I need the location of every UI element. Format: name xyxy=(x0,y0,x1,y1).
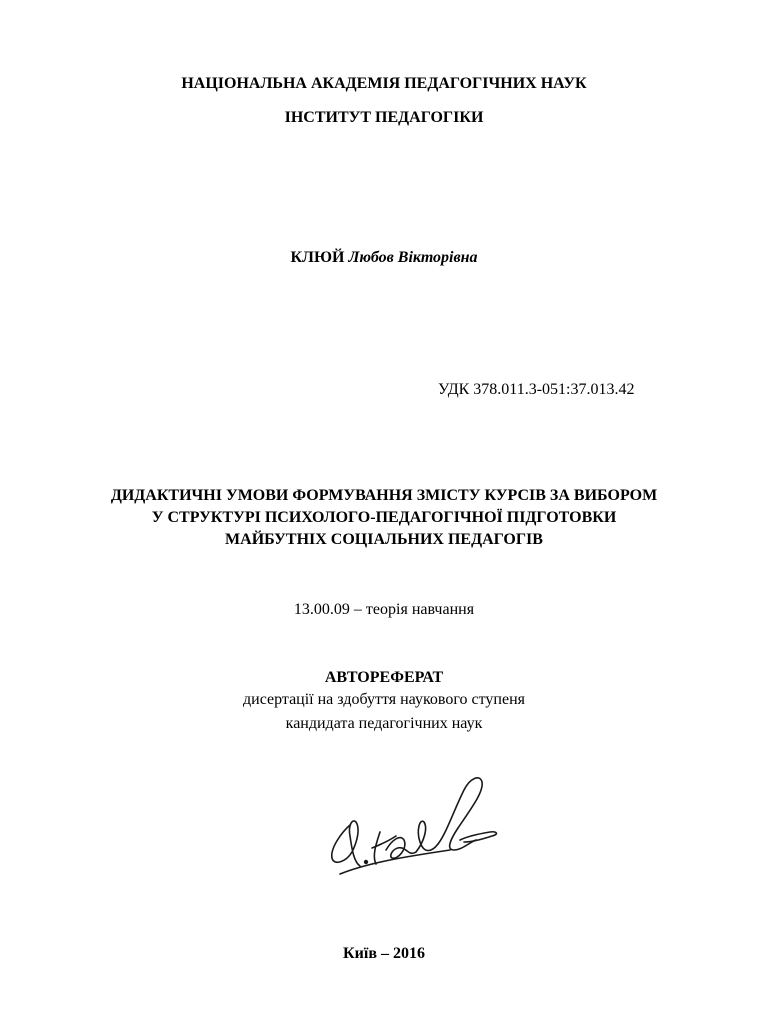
author-given-names: Любов Вікторівна xyxy=(348,249,478,266)
abstract-heading: АВТОРЕФЕРАТ xyxy=(324,669,444,686)
title-line-3: МАЙБУТНІХ СОЦІАЛЬНИХ ПЕДАГОГІВ xyxy=(225,531,543,548)
institute-name: ІНСТИТУТ ПЕДАГОГІКИ xyxy=(284,109,484,126)
abstract-line-2: кандидата педагогічних наук xyxy=(285,715,483,732)
handwritten-signature-icon xyxy=(320,770,510,890)
author-surname: КЛЮЙ xyxy=(290,249,345,266)
abstract-line-1: дисертації на здобуття наукового ступеня xyxy=(242,691,526,708)
author-name xyxy=(0,248,768,268)
specialty-code: 13.00.09 – теорія навчання xyxy=(293,601,475,618)
title-line-1: ДИДАКТИЧНІ УМОВИ ФОРМУВАННЯ ЗМІСТУ КУРСІВ ЗА ВИБОРОМ xyxy=(110,487,658,504)
title-line-2: У СТРУКТУРІ ПСИХОЛОГО-ПЕДАГОГІЧНОЇ ПІДГОТОВКИ xyxy=(151,509,617,526)
place-and-year: Київ – 2016 xyxy=(343,945,425,962)
academy-name: НАЦІОНАЛЬНА АКАДЕМІЯ ПЕДАГОГІЧНИХ НАУК xyxy=(181,75,587,92)
udk-code: УДК 378.011.3-051:37.013.42 xyxy=(438,381,635,398)
